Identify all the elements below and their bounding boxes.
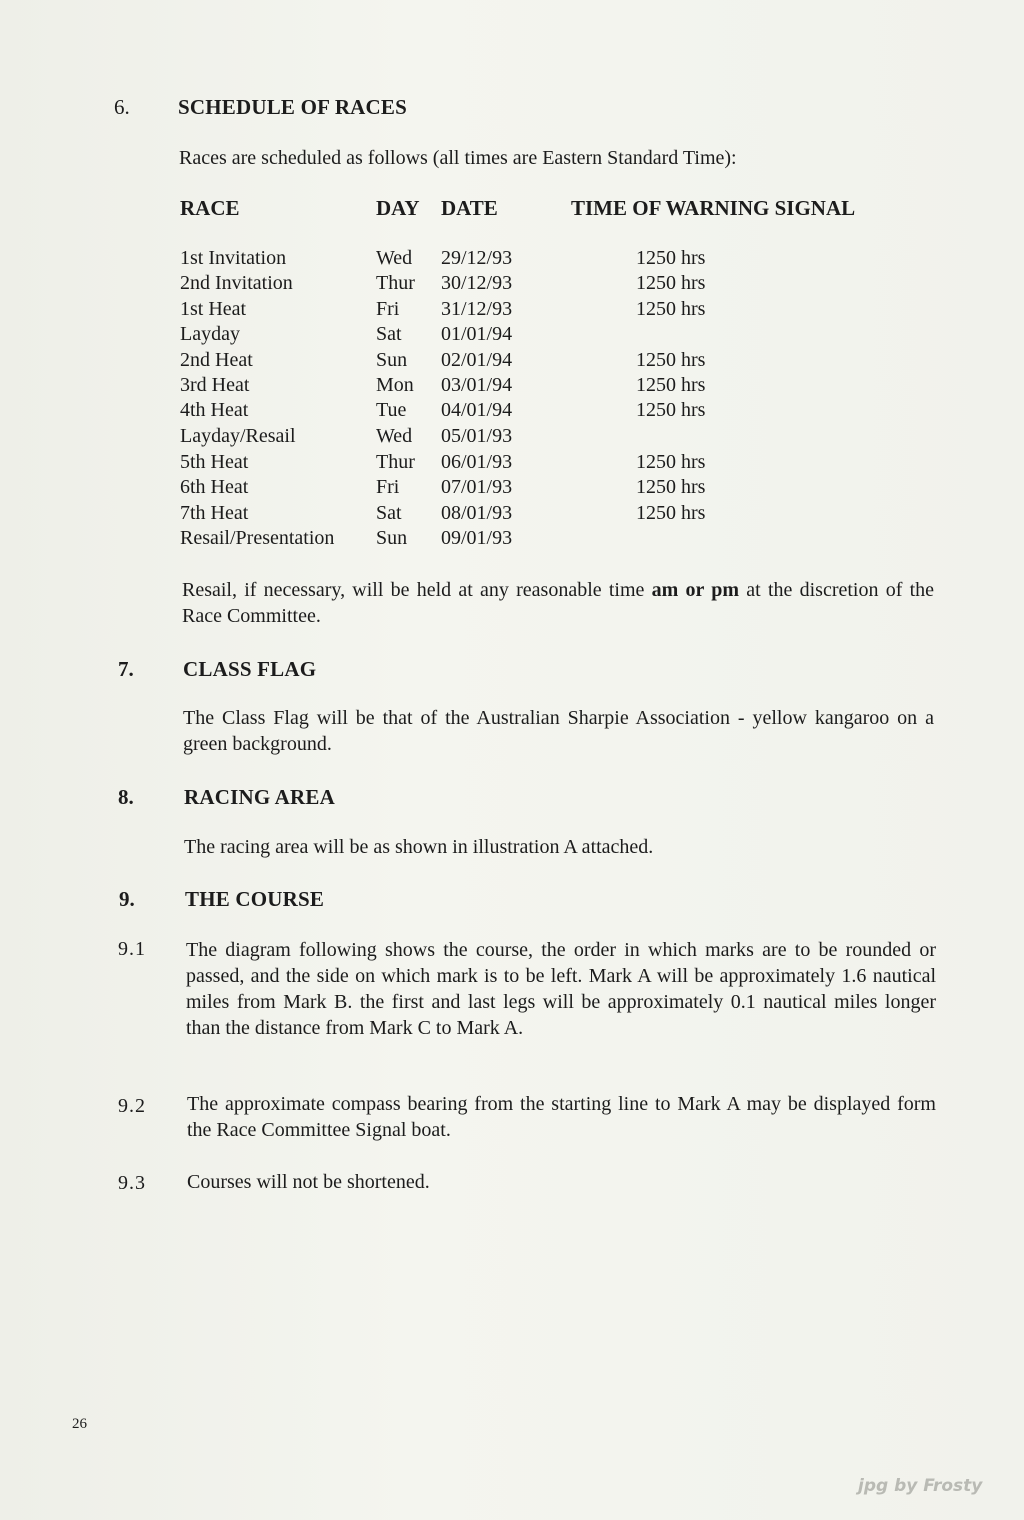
date-cell: 07/01/93: [441, 476, 513, 498]
race-cell: 2nd Heat: [180, 349, 253, 371]
section-7-number: 7.: [118, 657, 134, 681]
day-cell: Fri: [376, 476, 400, 498]
time-cell: 1250 hrs: [636, 476, 706, 498]
subsection-9-1-number: 9.1: [118, 938, 146, 960]
racing-area-paragraph: The racing area will be as shown in illustration A attached.: [184, 836, 654, 858]
date-cell: 06/01/93: [441, 451, 513, 473]
day-cell: Tue: [376, 399, 407, 421]
time-cell: 1250 hrs: [636, 451, 706, 473]
date-cell: 03/01/94: [441, 374, 513, 396]
schedule-intro: Races are scheduled as follows (all times are Eastern Standard Time):: [179, 147, 737, 169]
race-cell: 4th Heat: [180, 399, 249, 421]
date-cell: 30/12/93: [441, 272, 513, 294]
am-bold: am: [651, 579, 679, 601]
date-cell: 08/01/93: [441, 502, 513, 524]
time-cell: 1250 hrs: [636, 272, 706, 294]
header-day: DAY: [376, 196, 420, 220]
time-cell: 1250 hrs: [636, 298, 706, 320]
resail-paragraph: Resail, if necessary, will be held at any reasonable time am or pm at the discretion of the Race Committee.: [182, 579, 935, 627]
subsection-9-3-text: Courses will not be shortened.: [187, 1171, 430, 1193]
watermark-text: jpg by Frosty: [858, 1476, 983, 1496]
header-date: DATE: [441, 196, 498, 220]
subsection-9-1-text: The diagram following shows the course, the order in which marks are to be rounded or passed, and the side on which mark is to be left. Mark A will be approximately 1.6 nautical miles from Mark B. the first and last legs will be approximately 0.1 nautical miles longer than the distance from Mark C to Mark A.: [186, 939, 936, 1039]
header-race: RACE: [180, 196, 240, 220]
section-7-title: CLASS FLAG: [183, 657, 317, 681]
race-cell: 1st Heat: [180, 298, 247, 320]
section-9-number: 9.: [119, 887, 135, 911]
day-cell: Fri: [376, 298, 400, 320]
subsection-9-3-number: 9.3: [118, 1172, 146, 1194]
race-cell: 6th Heat: [180, 476, 249, 498]
day-cell: Sat: [376, 502, 402, 524]
day-cell: Wed: [376, 425, 413, 447]
day-cell: Sun: [376, 527, 408, 549]
race-cell: 2nd Invitation: [180, 272, 293, 294]
pm-bold: pm: [711, 579, 740, 601]
race-cell: 3rd Heat: [180, 374, 250, 396]
race-cell: Layday: [180, 323, 240, 345]
race-cell: 1st Invitation: [180, 247, 287, 269]
time-cell: 1250 hrs: [636, 374, 706, 396]
date-cell: 02/01/94: [441, 349, 513, 371]
time-cell: 1250 hrs: [636, 399, 706, 421]
day-cell: Thur: [376, 272, 415, 294]
date-cell: 31/12/93: [441, 298, 513, 320]
class-flag-paragraph: The Class Flag will be that of the Australian Sharpie Association - yellow kangaroo on a green background.: [183, 707, 934, 755]
race-cell: 7th Heat: [180, 502, 249, 524]
date-cell: 01/01/94: [441, 323, 513, 345]
day-cell: Sat: [376, 323, 402, 345]
race-cell: 5th Heat: [180, 451, 249, 473]
race-cell: Resail/Presentation: [180, 527, 335, 549]
time-cell: 1250 hrs: [636, 502, 706, 524]
day-cell: Wed: [376, 247, 413, 269]
time-cell: 1250 hrs: [636, 349, 706, 371]
section-6-title: SCHEDULE OF RACES: [178, 95, 407, 119]
page-number: 26: [72, 1416, 87, 1432]
date-cell: 09/01/93: [441, 527, 513, 549]
section-6-number: 6.: [114, 95, 130, 119]
day-cell: Mon: [376, 374, 414, 396]
date-cell: 05/01/93: [441, 425, 513, 447]
section-8-number: 8.: [118, 785, 134, 809]
section-8-title: RACING AREA: [184, 785, 335, 809]
subsection-9-2-text: The approximate compass bearing from the starting line to Mark A may be displayed form the Race Committee Signal boat.: [187, 1093, 936, 1141]
day-cell: Thur: [376, 451, 415, 473]
race-cell: Layday/Resail: [180, 425, 296, 447]
header-time: TIME OF WARNING SIGNAL: [571, 196, 856, 220]
date-cell: 04/01/94: [441, 399, 513, 421]
day-cell: Sun: [376, 349, 408, 371]
date-cell: 29/12/93: [441, 247, 513, 269]
section-9-title: THE COURSE: [185, 887, 325, 911]
subsection-9-2-number: 9.2: [118, 1095, 146, 1117]
time-cell: 1250 hrs: [636, 247, 706, 269]
